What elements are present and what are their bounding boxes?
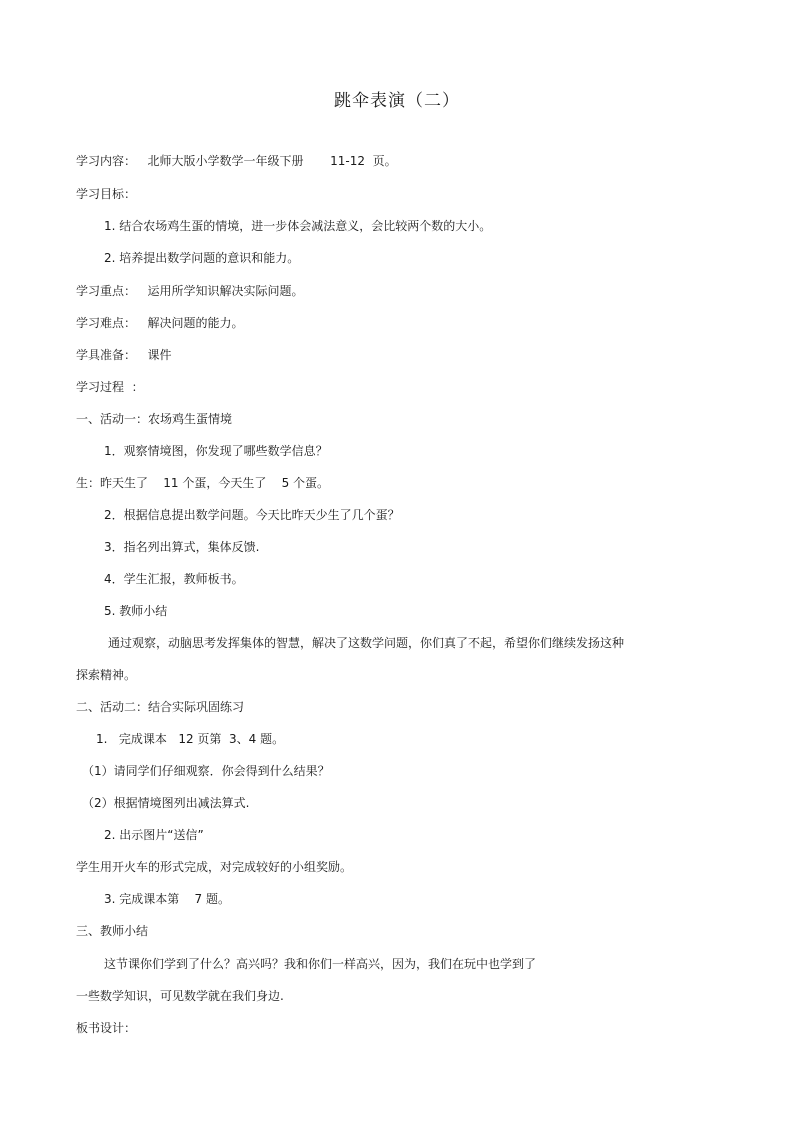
section-3-heading: 三、教师小结 [76,924,149,938]
activity-1-heading: 一、活动一：农场鸡生蛋情境 [76,412,233,426]
activity-2-step-3: 3. 完成课本第 7 题。 [104,892,230,906]
activity-1-step-2: 2．根据信息提出数学问题。今天比昨天少生了几个蛋？ [104,508,400,522]
activity-1-step-3: 3．指名列出算式，集体反馈. [104,540,260,554]
teacher-summary-paragraph: 通过观察，动脑思考发挥集体的智慧，解决了这数学问题，你们真了不起，希望你们继续发扬这种 [108,636,625,650]
activity-2-step-2: 2. 出示图片“送信” [104,828,204,842]
activity-1-step-4: 4．学生汇报，教师板书。 [104,572,244,586]
closing-paragraph: 这节课你们学到了什么？高兴吗？我和你们一样高兴，因为，我们在玩中也学到了 [104,957,537,971]
teacher-summary-continued: 探索精神。 [76,668,137,682]
activity-2-step-2-detail: 学生用开火车的形式完成，对完成较好的小组奖励。 [76,860,353,874]
student-response: 生：昨天生了 11 个蛋，今天生了 5 个蛋。 [76,476,330,490]
activity-2-heading: 二、活动二：结合实际巩固练习 [76,700,245,714]
activity-2-substep-2: （2）根据情境图列出减法算式. [82,796,250,810]
learning-goal-1: 1. 结合农场鸡生蛋的情境，进一步体会减法意义，会比较两个数的大小。 [104,219,492,233]
board-design-heading: 板书设计： [76,1021,137,1035]
closing-paragraph-continued: 一些数学知识，可见数学就在我们身边. [76,989,284,1003]
learning-goals-heading: 学习目标： [76,187,137,201]
activity-1-step-5: 5. 教师小结 [104,604,168,618]
learning-focus: 学习重点： 运用所学知识解决实际问题。 [76,284,304,298]
learning-materials: 学具准备： 课件 [76,348,172,362]
learning-difficulty: 学习难点： 解决问题的能力。 [76,316,244,330]
learning-content: 学习内容： 北师大版小学数学一年级下册 11-12 页。 [76,154,397,168]
learning-goal-2: 2. 培养提出数学问题的意识和能力。 [104,251,300,265]
document-title: 跳伞表演（二） [334,91,460,111]
learning-process-heading: 学习过程 ： [76,380,144,394]
activity-2-step-1: 1. 完成课本 12 页第 3、4 题。 [96,732,285,746]
activity-1-step-1: 1．观察情境图，你发现了哪些数学信息？ [104,444,328,458]
activity-2-substep-1: （1）请同学们仔细观察．你会得到什么结果？ [82,764,330,778]
